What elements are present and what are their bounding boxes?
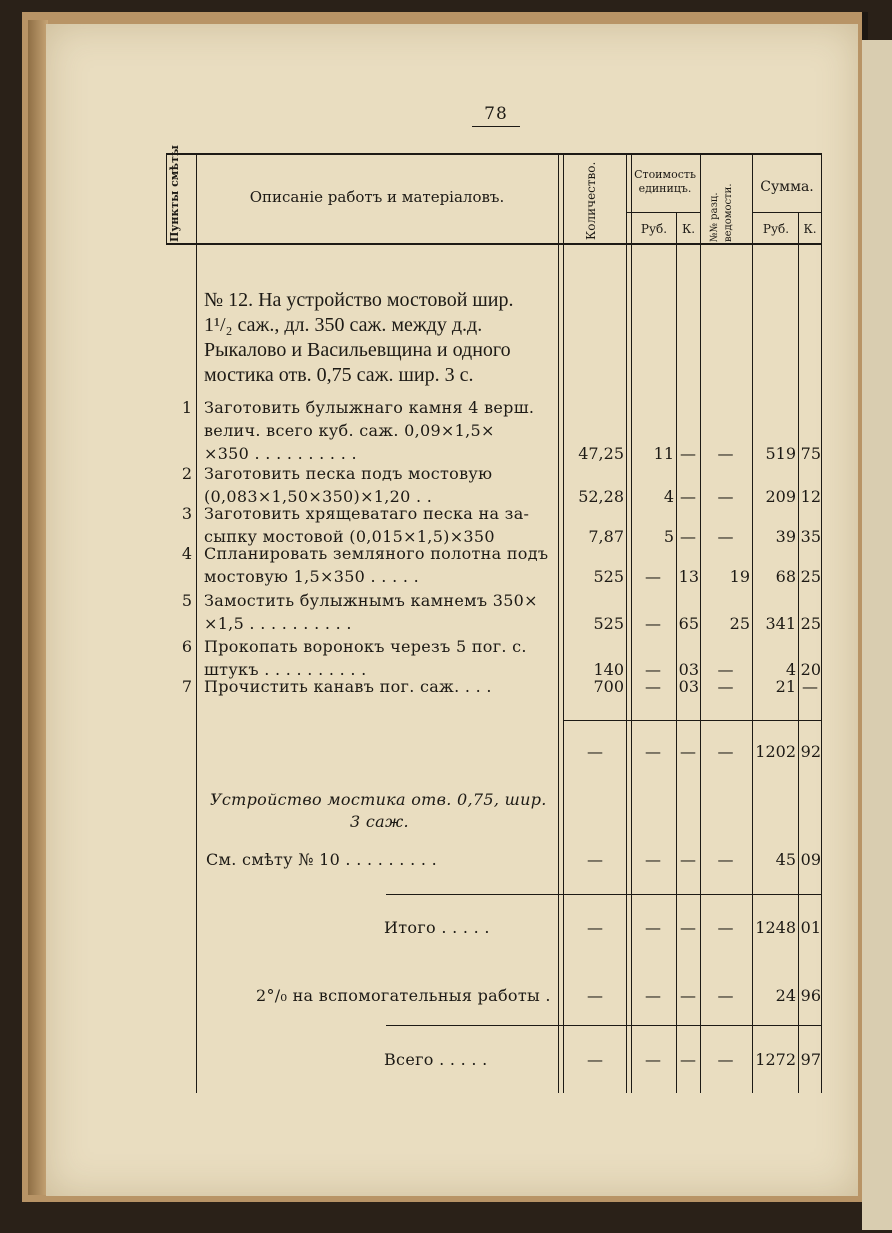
item-3-ref: — [717, 527, 734, 546]
item-1-sr: 519 [765, 444, 796, 463]
section-title-line-2: 1¹/₂ саж., дл. 350 саж. между д.д. [204, 314, 483, 336]
item-1-ur: 11 [653, 444, 674, 463]
item-5-qty: 525 [593, 614, 624, 633]
vsego-ref: — [717, 1050, 734, 1069]
item-5-ref: 25 [729, 614, 750, 633]
vsego-qty: — [587, 1050, 603, 1069]
item-description-line: Замостить булыжнымъ камнемъ 350× [204, 591, 538, 610]
item-description-line: Заготовить хрящеватаго песка на за- [204, 504, 530, 523]
subtotal-sk: 92 [800, 742, 821, 761]
item-2-sk: 12 [800, 487, 821, 506]
next-page-edge [862, 40, 892, 1230]
item-number: 1 [181, 398, 192, 417]
itogo-rule [386, 894, 822, 895]
right-border [821, 153, 822, 1093]
item-number: 5 [181, 591, 192, 610]
col-rule-qty [626, 153, 627, 1093]
unit-subheader-rule [626, 212, 700, 213]
sum-subheader-rule [752, 212, 822, 213]
book-spine [28, 20, 48, 1195]
item-4-ur: — [645, 567, 661, 586]
col-rule-ref [752, 153, 753, 1093]
item-6-ur: — [645, 660, 661, 679]
item-7-ur: — [645, 677, 661, 696]
item-2-ref: — [717, 487, 734, 506]
header-quantity: Количество. [584, 161, 598, 240]
item-2-ur: 4 [663, 487, 674, 506]
subtotal-uk: — [680, 742, 696, 761]
bridge-qty: — [587, 850, 603, 869]
col-rule-sum-rub [798, 212, 799, 1093]
item-description-line: штукъ . . . . . . . . . . [204, 660, 367, 679]
itogo-uk: — [680, 918, 696, 937]
item-description-line: Прокопать воронокъ черезъ 5 пог. с. [204, 637, 527, 656]
item-5-uk: 65 [678, 614, 699, 633]
section-title-line-1: № 12. На устройство мостовой шир. [204, 289, 514, 311]
item-number: 6 [181, 637, 192, 656]
item-4-sr: 68 [775, 567, 796, 586]
header-unit-cost: Стоимость единицъ. [634, 168, 696, 195]
vsego-sk: 97 [800, 1050, 821, 1069]
item-description-line: Спланировать земляного полотна подъ [204, 544, 549, 563]
page-number: 78 [472, 104, 520, 127]
item-7-sr: 21 [775, 677, 796, 696]
item-3-ur: 5 [663, 527, 674, 546]
item-number: 7 [181, 677, 192, 696]
itogo-label: Итого . . . . . [384, 918, 490, 937]
header-description: Описаніе работъ и матеріаловъ. [249, 188, 505, 206]
left-border [166, 153, 167, 245]
item-6-qty: 140 [593, 660, 624, 679]
bridge-sr: 45 [775, 850, 796, 869]
item-3-sk: 35 [800, 527, 821, 546]
item-7-ref: — [717, 677, 734, 696]
itogo-ur: — [645, 918, 661, 937]
header-points: Пункты смѣты [168, 145, 181, 242]
section-title-line-4: мостика отв. 0,75 саж. шир. 3 с. [204, 364, 474, 386]
item-3-qty: 7,87 [588, 527, 624, 546]
item-7-qty: 700 [593, 677, 624, 696]
table-top-rule [166, 153, 822, 155]
aux-label: 2°/₀ на вспомогательныя работы . [256, 986, 551, 1005]
item-description-line: Прочистить канавъ пог. саж. . . . [204, 677, 492, 696]
item-3-sr: 39 [775, 527, 796, 546]
bridge-uk: — [680, 850, 696, 869]
aux-sk: 96 [800, 986, 821, 1005]
item-description-line: (0,083×1,50×350)×1,20 . . [204, 487, 433, 506]
bridge-ref-text: См. смѣту № 10 . . . . . . . . . [206, 850, 437, 869]
item-2-sr: 209 [765, 487, 796, 506]
subtotal-qty: — [587, 742, 603, 761]
item-2-uk: — [680, 487, 696, 506]
header-unit-rub: Руб. [640, 222, 668, 236]
item-description-line: велич. всего куб. саж. 0,09×1,5× [204, 421, 495, 440]
vsego-uk: — [680, 1050, 696, 1069]
item-2-qty: 52,28 [578, 487, 624, 506]
aux-sr: 24 [775, 986, 796, 1005]
aux-uk: — [680, 986, 696, 1005]
aux-qty: — [587, 986, 603, 1005]
item-6-sk: 20 [800, 660, 821, 679]
item-description-line: сыпку мостовой (0,015×1,5)×350 [204, 527, 495, 546]
item-6-ref: — [717, 660, 734, 679]
itogo-qty: — [587, 918, 603, 937]
item-number: 3 [181, 504, 192, 523]
col-rule-unit-rub [676, 212, 677, 1093]
bridge-heading-line-2: 3 саж. [350, 812, 409, 831]
header-ref: №№ разц. ведомости. [709, 183, 734, 242]
item-1-qty: 47,25 [578, 444, 624, 463]
bridge-ref: — [717, 850, 734, 869]
item-number: 4 [181, 544, 192, 563]
itogo-sr: 1248 [755, 918, 796, 937]
header-sum-kop: К. [803, 222, 817, 236]
col-rule-desc-2 [563, 153, 564, 1093]
item-1-ref: — [717, 444, 734, 463]
item-6-uk: 03 [678, 660, 699, 679]
item-description-line: мостовую 1,5×350 . . . . . [204, 567, 420, 586]
subtotal-ref: — [717, 742, 734, 761]
item-description-line: ×1,5 . . . . . . . . . . [204, 614, 352, 633]
vsego-rule [386, 1025, 822, 1026]
item-4-uk: 13 [678, 567, 699, 586]
itogo-sk: 01 [800, 918, 821, 937]
bridge-sk: 09 [800, 850, 821, 869]
item-5-sk: 25 [800, 614, 821, 633]
subtotal-ur: — [645, 742, 661, 761]
aux-ur: — [645, 986, 661, 1005]
item-5-sr: 341 [765, 614, 796, 633]
itogo-ref: — [717, 918, 734, 937]
header-sum-rub: Руб. [762, 222, 790, 236]
item-3-uk: — [680, 527, 696, 546]
item-description-line: Заготовить булыжнаго камня 4 верш. [204, 398, 535, 417]
item-description-line: Заготовить песка подъ мостовую [204, 464, 493, 483]
aux-ref: — [717, 986, 734, 1005]
header-unit-kop: К. [681, 222, 696, 236]
item-1-sk: 75 [800, 444, 821, 463]
bridge-heading-line-1: Устройство мостика отв. 0,75, шир. [210, 790, 547, 809]
subtotal-rule [563, 720, 822, 721]
vsego-ur: — [645, 1050, 661, 1069]
item-description-line: ×350 . . . . . . . . . . [204, 444, 357, 463]
section-title-line-3: Рыкалово и Васильевщина и одного [204, 339, 511, 361]
vsego-sr: 1272 [755, 1050, 796, 1069]
item-4-ref: 19 [729, 567, 750, 586]
item-4-qty: 525 [593, 567, 624, 586]
vsego-label: Всего . . . . . [384, 1050, 488, 1069]
bridge-ur: — [645, 850, 661, 869]
subtotal-sr: 1202 [755, 742, 796, 761]
item-5-ur: — [645, 614, 661, 633]
item-6-sr: 4 [785, 660, 796, 679]
col-rule-desc [558, 153, 559, 1093]
header-sum: Сумма. [760, 179, 814, 195]
header-bottom-rule [166, 243, 822, 245]
item-4-sk: 25 [800, 567, 821, 586]
item-number: 2 [181, 464, 192, 483]
item-7-sk: — [802, 677, 818, 696]
item-7-uk: 03 [678, 677, 699, 696]
item-1-uk: — [680, 444, 696, 463]
col-rule-points [196, 153, 197, 1093]
